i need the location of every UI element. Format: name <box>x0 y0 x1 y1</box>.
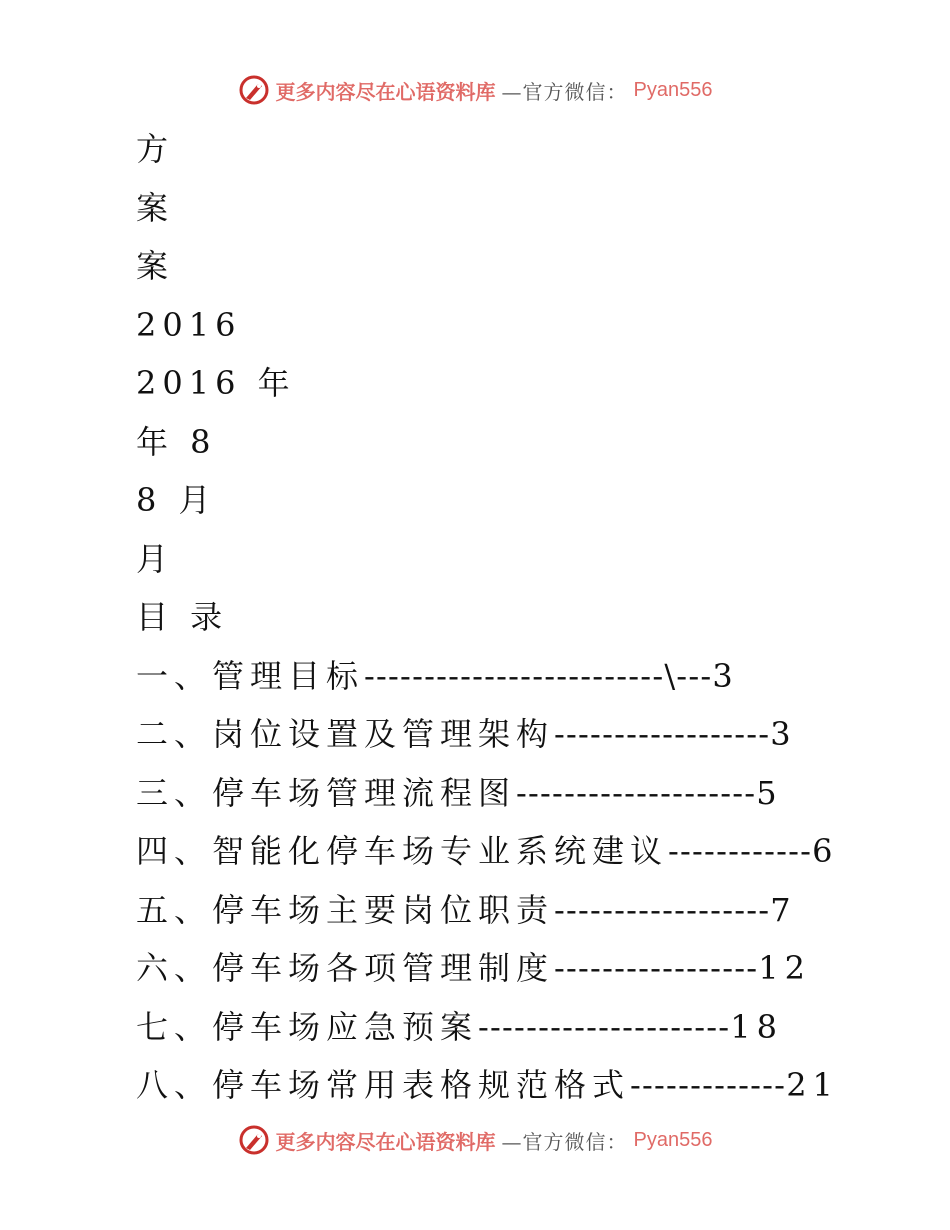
toc-entry <box>136 705 856 764</box>
pen-nib-logo-icon <box>238 1124 270 1156</box>
toc-entry <box>136 764 856 823</box>
watermark-wechat-label: —官方微信： <box>501 1129 628 1154</box>
toc-entry-title: 一、管理目标 <box>136 656 365 695</box>
header-watermark <box>0 70 950 110</box>
toc-entry-title: 六、停车场各项管理制度 <box>136 949 555 987</box>
toc-entry-leader: ------------------ <box>554 890 771 929</box>
toc-entry-leader: ------------ <box>668 832 813 870</box>
toc-entry <box>136 1056 856 1115</box>
watermark-site-text: 更多内容尽在心语资料库 <box>275 79 496 104</box>
toc-entry-page: 18 <box>730 1007 783 1046</box>
footer-watermark <box>0 1120 950 1160</box>
toc-entry-page: 3 <box>712 656 739 695</box>
toc-entry-page: 21 <box>786 1066 839 1104</box>
title-line: 8 月 <box>136 481 217 519</box>
watermark-wechat-label: —官方微信： <box>501 79 628 104</box>
toc-entry-page: 3 <box>770 715 797 753</box>
toc-entry-leader: -------------------- <box>516 773 757 812</box>
title-line: 年 8 <box>136 422 217 461</box>
title-line: 案 <box>136 247 175 285</box>
watermark-site-text: 更多内容尽在心语资料库 <box>275 1129 496 1154</box>
toc-entry-title: 五、停车场主要岗位职责 <box>136 890 555 929</box>
title-line: 案 <box>136 188 175 227</box>
toc-entry-page: 12 <box>758 949 811 987</box>
watermark-wechat-id: Pyan556 <box>633 78 713 101</box>
pen-nib-logo-icon <box>238 74 270 106</box>
toc-entry-page: 7 <box>770 890 797 929</box>
toc-entry <box>136 647 856 706</box>
document-body <box>136 120 856 1115</box>
toc-entry-leader: -------------------------\--- <box>364 656 713 695</box>
toc-entry <box>136 939 856 998</box>
title-line: 2016 年 <box>136 364 296 402</box>
toc-entry <box>136 822 856 881</box>
toc-entry-title: 七、停车场应急预案 <box>136 1007 479 1046</box>
toc-entry <box>136 881 856 940</box>
title-line: 方 <box>136 130 175 168</box>
toc-entry-title: 八、停车场常用表格规范格式 <box>136 1066 631 1104</box>
toc-entry-leader: ------------------ <box>554 715 771 753</box>
title-line: 2016 <box>136 305 242 344</box>
toc-entry-page: 6 <box>812 832 839 870</box>
title-line: 月 <box>136 539 175 578</box>
toc-entry <box>136 998 856 1057</box>
toc-entry-title: 二、岗位设置及管理架构 <box>136 715 555 753</box>
toc-entry-title: 三、停车场管理流程图 <box>136 773 517 812</box>
toc-heading: 目 录 <box>136 598 229 636</box>
watermark-wechat-id: Pyan556 <box>633 1128 713 1151</box>
toc-entry-title: 四、智能化停车场专业系统建议 <box>136 832 669 870</box>
toc-entry-leader: ------------- <box>630 1066 787 1104</box>
toc-entry-leader: --------------------- <box>478 1007 731 1046</box>
toc-entry-page: 5 <box>756 773 783 812</box>
toc-entry-leader: ----------------- <box>554 949 759 987</box>
